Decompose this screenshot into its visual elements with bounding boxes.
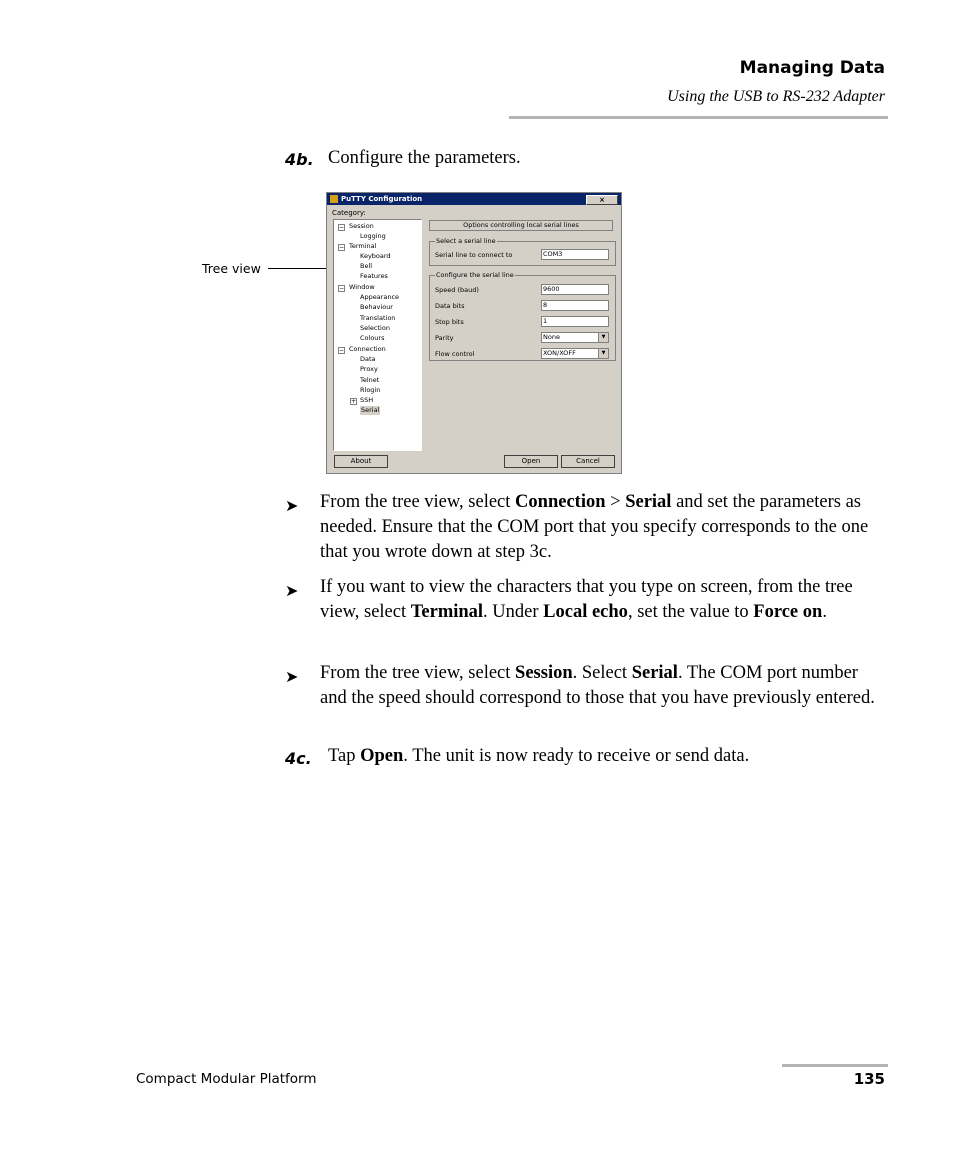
tree-item-translation[interactable]: Translation [360,314,396,322]
speed-input[interactable]: 9600 [541,284,609,295]
footer-product-name: Compact Modular Platform [136,1071,317,1087]
tree-item-behaviour[interactable]: Behaviour [360,303,393,311]
tree-item-bell[interactable]: Bell [360,262,373,270]
tree-item-proxy[interactable]: Proxy [360,365,378,373]
speed-label: Speed (baud) [435,286,479,294]
window-title: PuTTY Configuration [341,195,423,203]
databits-label: Data bits [435,302,465,310]
footer-rule [782,1064,888,1067]
tree-item-logging[interactable]: Logging [360,232,386,240]
tree-item-terminal[interactable]: Terminal [349,242,377,250]
tree-item-features[interactable]: Features [360,272,388,280]
group-title: Select a serial line [436,237,496,245]
step-4c-text: Tap Open. The unit is now ready to receive or send data. [328,746,750,766]
dropdown-arrow-icon[interactable]: ▼ [598,349,608,358]
putty-icon [330,195,338,203]
window-titlebar [327,193,621,205]
tree-item-telnet[interactable]: Telnet [360,376,380,384]
stopbits-input[interactable]: 1 [541,316,609,327]
tree-item-session[interactable]: Session [349,222,374,230]
bullet-1-text: From the tree view, select Connection > Serial and set the parameters as needed. Ensure that the COM port that you specify corresponds to the one that you wrote down at step 3c. [320,492,869,562]
tree-item-keyboard[interactable]: Keyboard [360,252,391,260]
section-subtitle: Using the USB to RS-232 Adapter [667,88,885,105]
bullet-arrow-icon: ➤ [285,669,299,686]
putty-config-window [326,192,622,474]
step-4c-number: 4c. [285,749,312,768]
parity-select[interactable] [541,332,609,343]
step-4b-text: Configure the parameters. [328,148,521,168]
tree-item-colours[interactable]: Colours [360,334,385,342]
collapse-icon[interactable]: − [339,224,345,231]
flow-control-select[interactable] [541,348,609,359]
category-tree[interactable] [333,219,422,451]
parity-label: Parity [435,334,454,342]
stopbits-label: Stop bits [435,318,464,326]
bullet-arrow-icon: ➤ [285,498,299,515]
select-serial-group [429,237,616,266]
databits-input[interactable]: 8 [541,300,609,311]
dropdown-arrow-icon[interactable]: ▼ [598,333,608,342]
tree-item-connection[interactable]: Connection [349,345,386,353]
category-label: Category: [332,209,366,217]
serial-line-label: Serial line to connect to [435,251,513,259]
bullet-3-text: From the tree view, select Session. Select Serial. The COM port number and the speed should correspond to those that you have previously entered. [320,663,875,708]
close-button[interactable]: × [586,195,618,205]
step-4b-number: 4b. [285,150,314,169]
open-button[interactable]: Open [504,455,558,468]
bullet-arrow-icon: ➤ [285,583,299,600]
flow-control-label: Flow control [435,350,475,358]
tree-item-selection[interactable]: Selection [360,324,390,332]
page-number: 135 [853,1070,885,1088]
about-button[interactable]: About [334,455,388,468]
tree-item-ssh[interactable]: SSH [360,396,374,404]
expand-icon[interactable]: + [351,398,357,405]
tree-item-serial[interactable]: Serial [361,406,380,414]
bullet-2-text: If you want to view the characters that you type on screen, from the tree view, select Terminal. Under Local echo, set the value to Force on. [320,577,853,622]
header-rule [509,116,888,119]
cancel-button[interactable]: Cancel [561,455,615,468]
tree-item-window[interactable]: Window [349,283,375,291]
section-title: Managing Data [739,58,885,78]
collapse-icon[interactable]: − [339,285,345,292]
tree-item-data[interactable]: Data [360,355,376,363]
options-header: Options controlling local serial lines [429,220,613,231]
tree-view-callout-label: Tree view [202,261,261,276]
collapse-icon[interactable]: − [339,244,345,251]
group-title: Configure the serial line [436,271,514,279]
configure-serial-group [429,271,616,361]
tree-item-appearance[interactable]: Appearance [360,293,400,301]
serial-line-input[interactable]: COM3 [541,249,609,260]
tree-item-rlogin[interactable]: Rlogin [360,386,381,394]
parity-value: None [543,333,560,341]
flow-control-value: XON/XOFF [543,349,576,357]
collapse-icon[interactable]: − [339,347,345,354]
